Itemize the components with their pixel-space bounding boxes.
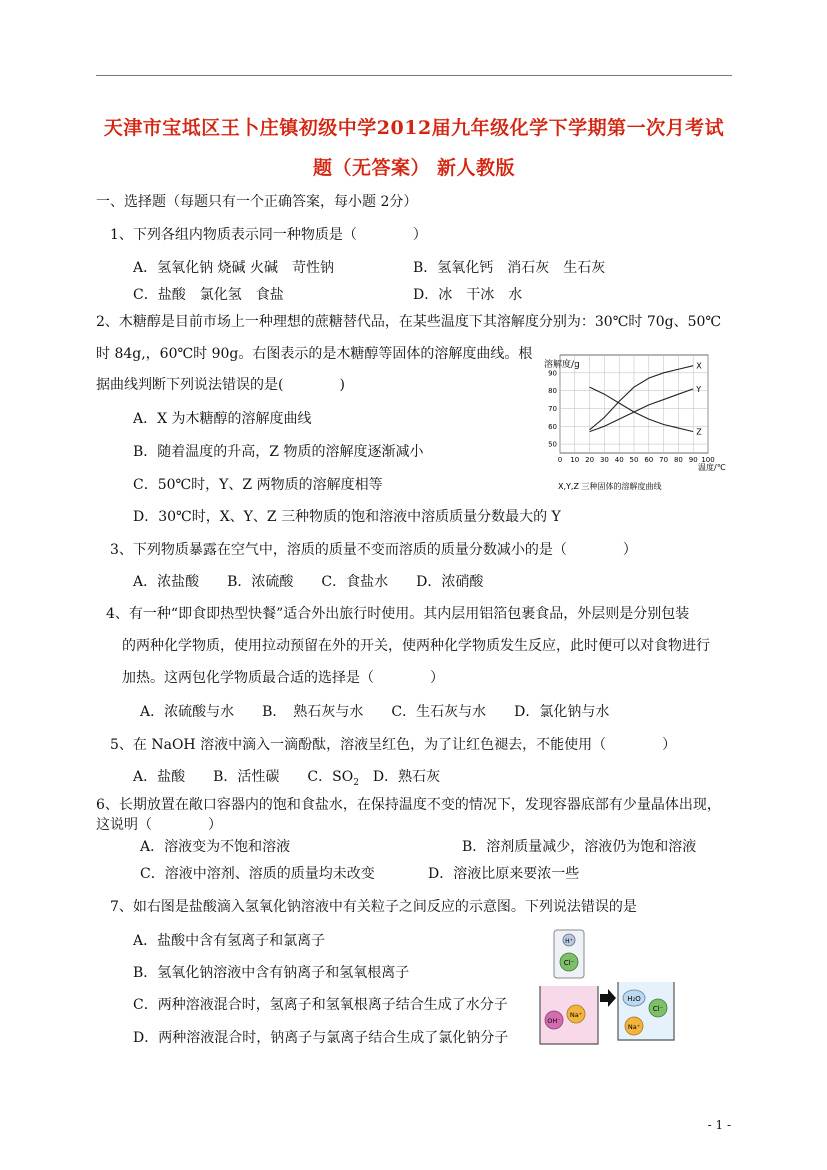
q6-option-c: C．溶液中溶剂、溶质的质量均未改变 [140, 866, 375, 882]
q5-subscript: 2 [353, 777, 359, 788]
x-tick-label: 10 [570, 456, 580, 464]
y-tick-label: 70 [548, 404, 557, 413]
q1-option-d: D．冰 干冰 水 [413, 287, 523, 303]
q6-option-b: B．溶剂质量减少，溶液仍为饱和溶液 [462, 839, 697, 855]
h-ion-label: H⁺ [565, 938, 573, 945]
q2-option-a: A．X 为木糖醇的溶解度曲线 [133, 411, 312, 427]
x-tick-label: 30 [599, 456, 609, 464]
series-label-z: Z [696, 427, 702, 437]
q6-option-d: D．溶液比原来要浓一些 [428, 866, 580, 882]
x-tick-label: 80 [673, 456, 683, 464]
page-number: - 1 - [707, 1118, 731, 1132]
section-heading: 一、选择题（每题只有一个正确答案，每小题 2分） [96, 194, 418, 210]
series-line-x [590, 366, 694, 430]
q2-stem-2: 时 84g,，60℃时 90g。右图表示的是木糖醇等固体的溶解度曲线。根 [96, 346, 533, 362]
q2-option-d: D．30℃时，X、Y、Z 三种物质的饱和溶液中溶质质量分数最大的 Y [133, 509, 561, 525]
x-tick-label: 90 [688, 456, 698, 464]
reaction-arrow-icon [600, 989, 616, 1007]
q5-options-text: A．盐酸 B．活性碳 C．SO [133, 769, 354, 785]
q2-stem-1: 2、木糖醇是目前市场上一种理想的蔗糖替代品，在某些温度下其溶解度分别为：30℃时 70g、50℃ [96, 314, 722, 330]
na-ion-label-2: Na⁺ [627, 1023, 641, 1031]
y-tick-label: 50 [548, 440, 557, 449]
q1-option-b: B．氢氧化钙 消石灰 生石灰 [413, 260, 606, 276]
x-tick-label: 0 [557, 456, 563, 464]
q6-stem-2: 这说明（ ） [96, 817, 222, 833]
oh-ion-label: OH⁻ [547, 1017, 561, 1025]
q2-stem-3: 据曲线判断下列说法错误的是( ) [96, 377, 345, 393]
q5-option-d: D．熟石灰 [358, 769, 441, 785]
q4-stem-1: 4、有一种“即食即热型快餐”适合外出旅行时使用。其内层用铝箔包裹食品，外层则是分别包装 [106, 606, 690, 622]
x-tick-label: 60 [644, 456, 654, 464]
q3-stem: 3、下列物质暴露在空气中，溶质的质量不变而溶质的质量分数减小的是（ ） [110, 542, 637, 558]
q3-options: A．浓盐酸 B．浓硫酸 C．食盐水 D．浓硝酸 [133, 574, 484, 590]
solubility-chart [530, 345, 730, 495]
series-line-z [590, 387, 694, 432]
series-label-y: Y [696, 384, 702, 394]
q5-options [133, 768, 440, 792]
q4-stem-2: 的两种化学物质，使用拉动预留在外的开关，使两种化学物质发生反应，此时便可以对食物进行 [122, 638, 710, 654]
q5-stem: 5、在 NaOH 溶液中滴入一滴酚酞，溶液呈红色，为了让红色褪去，不能使用（ ） [110, 737, 677, 753]
x-tick-label: 20 [585, 456, 595, 464]
series-label-x: X [696, 361, 702, 371]
q4-stem-3: 加热。这两包化学物质最合适的选择是（ ） [122, 670, 444, 686]
q1-option-a: A．氢氧化钠 烧碱 火碱 苛性钠 [133, 260, 335, 276]
x-tick-label: 50 [629, 456, 639, 464]
cl-ion-label: Cl⁻ [563, 959, 575, 967]
chart-caption: X,Y,Z 三种固体的溶解度曲线 [558, 482, 662, 491]
y-tick-label: 60 [548, 422, 557, 431]
x-tick-label: 100 [701, 456, 715, 464]
na-ion-label: Na⁺ [569, 1011, 583, 1019]
q7-option-b: B．氢氧化钠溶液中含有钠离子和氢氧根离子 [133, 965, 410, 981]
x-axis-label: 温度/℃ [698, 463, 726, 472]
q7-option-a: A．盐酸中含有氢离子和氯离子 [133, 933, 326, 949]
water-label: H₂O [627, 995, 641, 1003]
q4-options: A．浓硫酸与水 B． 熟石灰与水 C．生石灰与水 D．氯化钠与水 [140, 704, 610, 720]
x-tick-label: 70 [659, 456, 669, 464]
q2-option-b: B．随着温度的升高，Z 物质的溶解度逐渐减小 [133, 444, 424, 460]
q2-option-c: C．50℃时，Y、Z 两物质的溶解度相等 [133, 477, 383, 493]
q6-stem-1: 6、长期放置在敞口容器内的饱和食盐水，在保持温度不变的情况下，发现容器底部有少量晶体出现， [96, 797, 721, 813]
q7-option-d: D．两种溶液混合时，钠离子与氯离子结合生成了氯化钠分子 [133, 1030, 509, 1046]
y-tick-label: 80 [548, 387, 557, 396]
header-rule [96, 75, 732, 76]
y-tick-label: 90 [548, 369, 557, 378]
x-tick-label: 40 [614, 456, 624, 464]
q1-option-c: C．盐酸 氯化氢 食盐 [133, 287, 284, 303]
reaction-diagram [538, 928, 678, 1046]
page-title: 天津市宝坻区王卜庄镇初级中学2012届九年级化学下学期第一次月考试 [103, 117, 725, 139]
q7-option-c: C．两种溶液混合时，氢离子和氢氧根离子结合生成了水分子 [133, 997, 508, 1013]
q7-stem: 7、如右图是盐酸滴入氢氧化钠溶液中有关粒子之间反应的示意图。下列说法错误的是 [110, 899, 637, 915]
q6-option-a: A．溶液变为不饱和溶液 [140, 839, 291, 855]
page-title-cont: 题（无答案） 新人教版 [312, 157, 516, 179]
q1-stem: 1、下列各组内物质表示同一种物质是（ ） [110, 227, 427, 243]
cl-ion-label-2: Cl⁻ [652, 1005, 664, 1013]
y-axis-label: 溶解度/g [544, 360, 580, 370]
